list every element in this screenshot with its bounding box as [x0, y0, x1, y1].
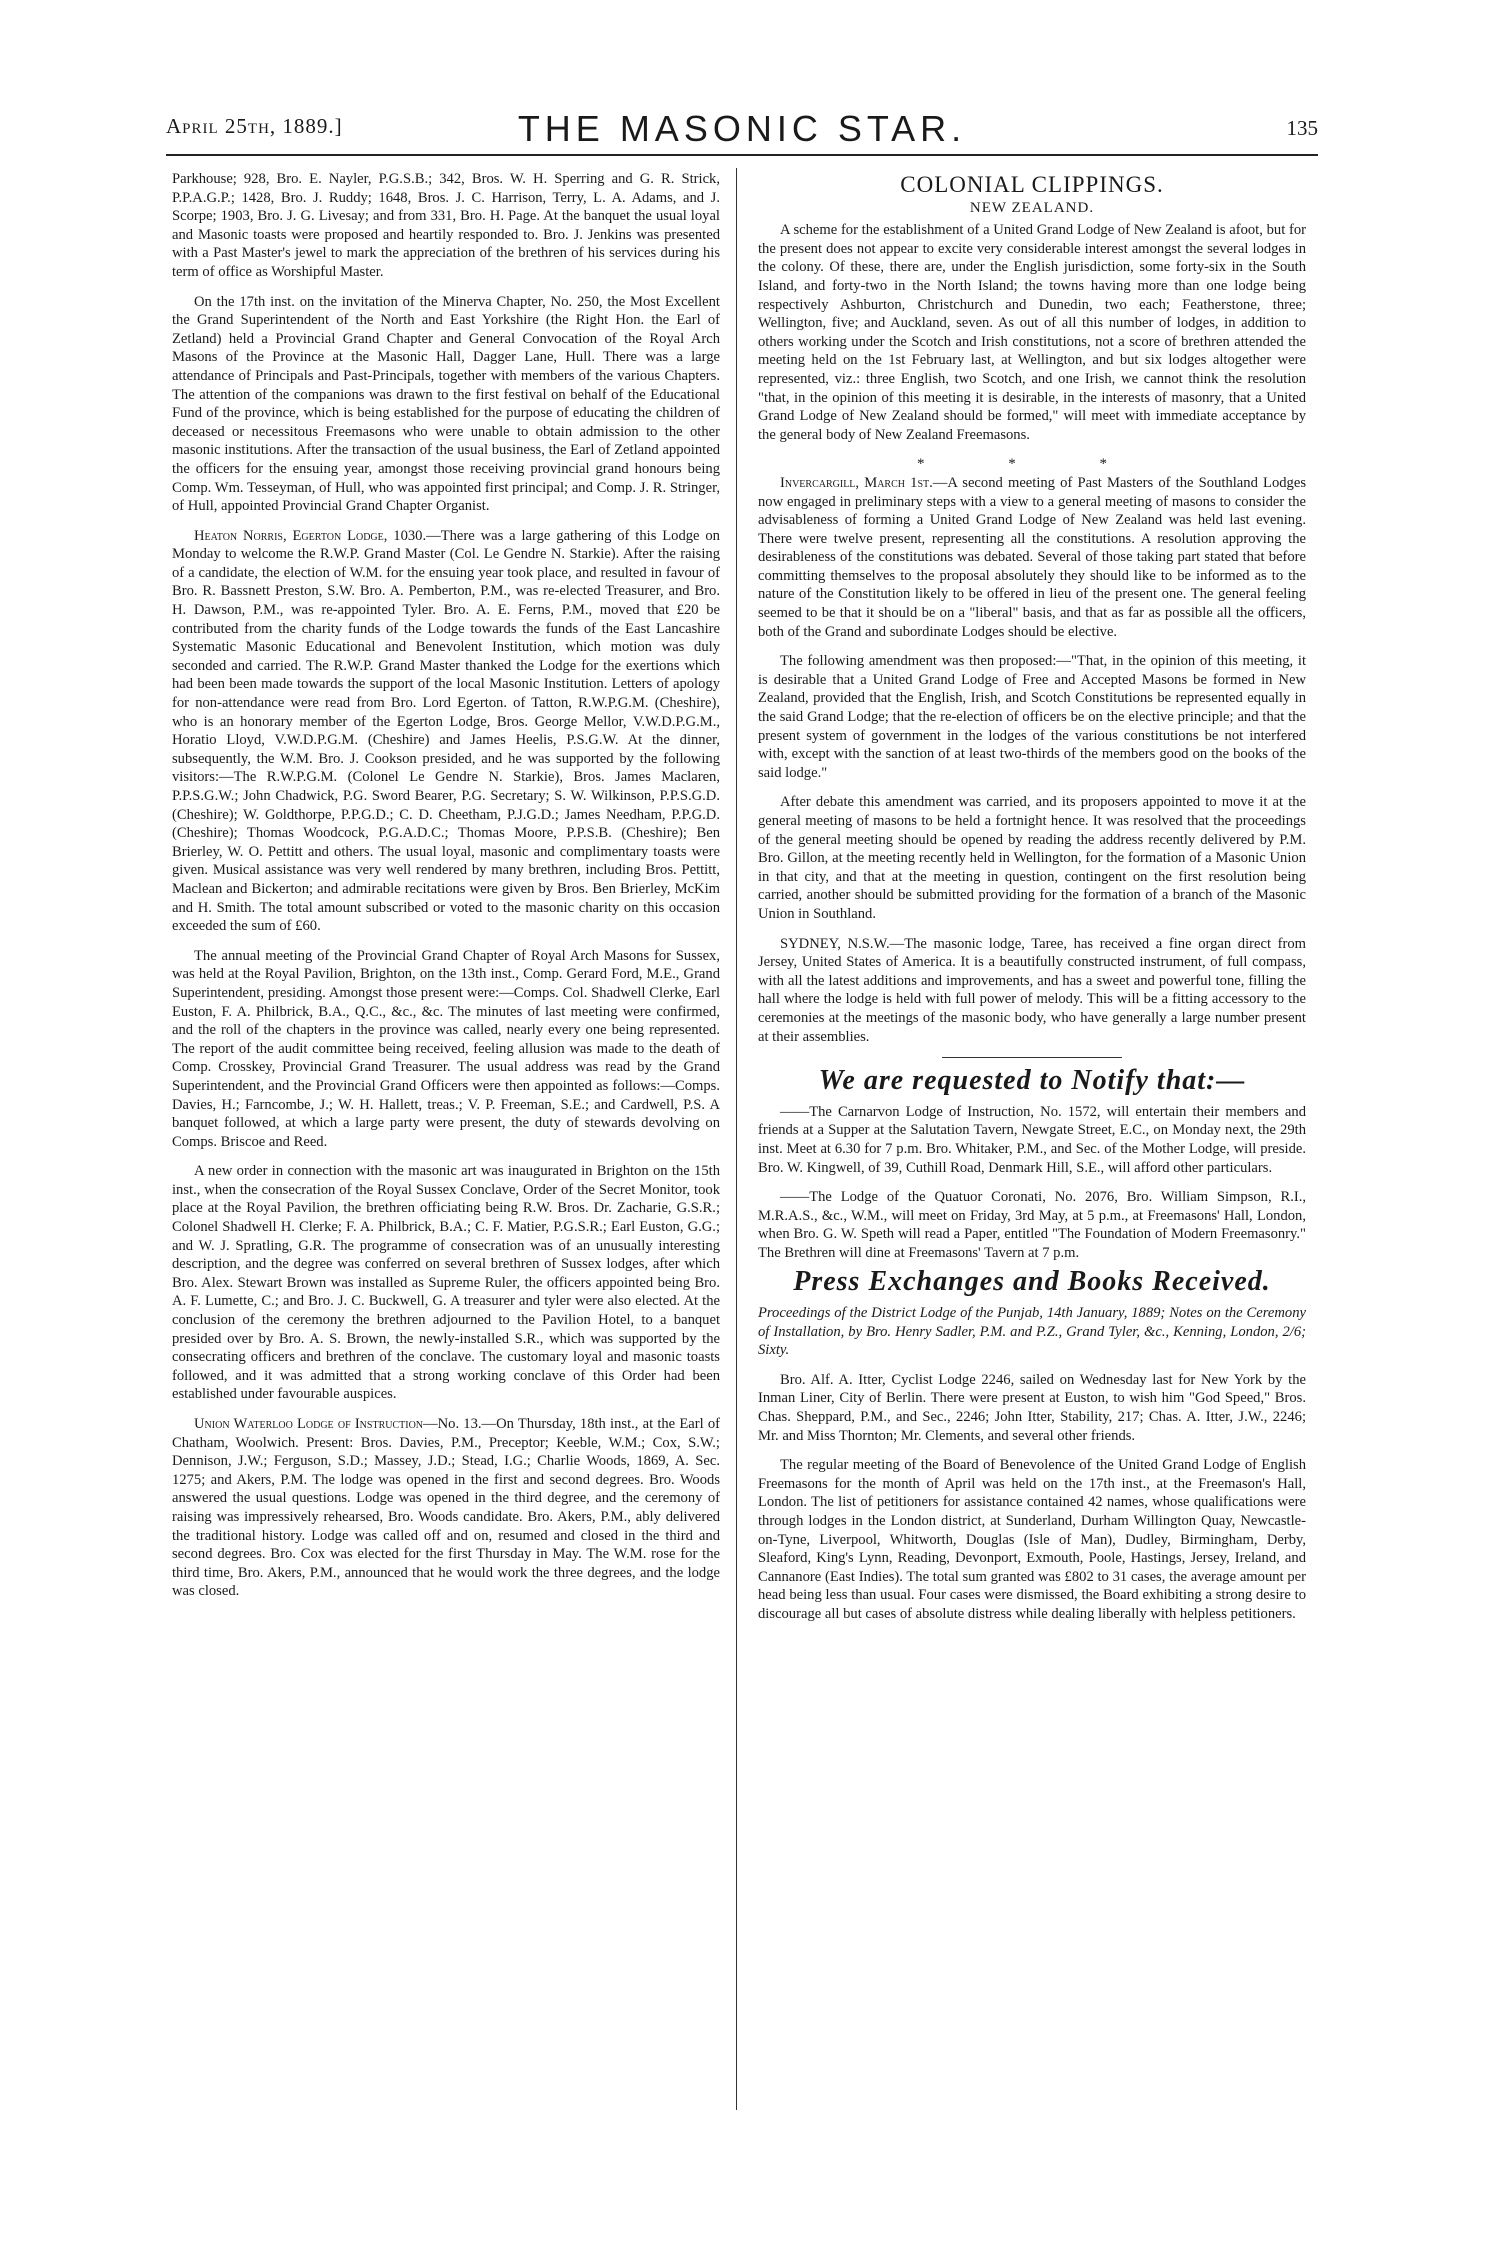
header-rule	[166, 154, 1318, 156]
section-title-notify: We are requested to Notify that:—	[818, 1065, 1246, 1097]
notice-paragraph: ——The Carnarvon Lodge of Instruction, No. 1572, will entertain their members and friends at a Supper at the Salutation Tavern, Newgate Street, E.C., on Monday next, the 29th inst. Meet at 6.30 for 7 p.m. Bro. Whitaker, P.M., and Sec. of the Mother Lodge, will preside. Bro. W. Kingwell, of 39, Cuthill Road, Denmark Hill, S.E., will afford other particulars.	[758, 1103, 1306, 1176]
article-paragraph: A new order in connection with the masonic art was inaugurated in Brighton on the 15th inst., when the consecration of the Royal Sussex Conclave, Order of the Secret Monitor, took place at the Royal Pavilion, the brethren officiating being R.W. Bros. Dr. Zacharie, G.S.R.; Colonel Shadwell H. Clerke; F. A. Philbrick, B.A.; C. F. Matier, P.G.S.R.; Earl Euston, G.G.; and W. J. Spratling, G.R. The programme of consecration was of an unusually interesting description, and the degree was conferred on several brethren of Sussex lodges, after which Bro. Alex. Stewart Brown was installed as Supreme Ruler, the officers appointed being Bro. A. F. Lumette, C.; and Bro. J. C. Buckwell, G. A treasurer and tyler were also elected. At the conclusion of the ceremony the brethren adjourned to the Pavilion Hotel, to a banquet presided over by Bro. A. S. Brown, the newly-installed S.R., which was supported by the consecrating officers and brethren of the conclave. The customary loyal and masonic toasts followed, and it was admitted that a strong working conclave of this Order had been established under favourable auspices.	[172, 1163, 720, 1403]
section-stars: * * *	[917, 456, 1147, 473]
press-listing: Proceedings of the District Lodge of the Punjab, 14th January, 1889; Notes on the Ceremony of Installation, by Bro. Henry Sadler, P.M. and P.Z., Grand Tyler, &c., Kenning, London, 2/6; Sixty.	[758, 1305, 1306, 1359]
article-paragraph: SYDNEY, N.S.W.—The masonic lodge, Taree, has received a fine organ direct from Jersey, United States of America. It is a beautifully constructed instrument, of full compass, with all the latest additions and improvements, and has a sweet and powerful tone, filling the hall where the lodge is held with full power of melody. This will be a fitting accessory to the ceremonies at the meetings of the masonic body, who have generally a large number present at their assemblies.	[758, 935, 1306, 1045]
notice-paragraph: ——The Lodge of the Quatuor Coronati, No. 2076, Bro. William Simpson, R.I., M.R.A.S., &c., W.M., will meet on Friday, 3rd May, at 5 p.m., at Freemasons' Hall, London, when Bro. G. W. Speth will read a Paper, entitled "The Foundation of Modern Freemasonry." The Brethren will dine at Freemasons' Tavern at 7 p.m.	[758, 1189, 1306, 1261]
page-header	[166, 108, 1318, 148]
left-column	[172, 170, 720, 2190]
article-paragraph	[172, 527, 720, 936]
paragraph-body: —A second meeting of Past Masters of the Southland Lodges now engaged in preliminary steps with a view to a general meeting of masons to consider the advisableness of forming a United Grand Lodge of New Zealand was held last evening. There were twelve present, representing all the constitutions. A resolution approving the desirableness of the constitutions was debated. Several of those taking part stated that before committing themselves to the proposal absolutely they should like to be informed as to the nature of the Constitution likely to be offered in lieu of the present one. The general feeling seemed to be that it should be on a "liberal" basis, and that as far as possible all the officers, both of the Grand and subordinate Lodges should be elective.	[758, 474, 1306, 640]
article-paragraph: A scheme for the establishment of a United Grand Lodge of New Zealand is afoot, but for the present does not appear to excite very considerable interest amongst the several lodges in the colony. Of these, there are, under the English jurisdiction, some forty-six in the South Island, and forty-two in the North Island; the towns having more than one lodge being respectively Ashburton, Christchurch and Dunedin, two each; Featherstone, three; Wellington, five; and Auckland, seven. As out of all this number of lodges, in addition to others working under the Scotch and Irish constitutions, not a score of brethren attended the meeting held on the 1st February last, at Wellington, and but six lodges altogether were represented, viz.: three English, two Scotch, and one Irish, we cannot think the resolution "that, in the opinion of this meeting it is desirable, in the interests of masonry, that a United Grand Lodge of New Zealand should be formed," will meet with immediate acceptance by the general body of New Zealand Freemasons.	[758, 222, 1306, 443]
masthead-title: THE MASONIC STAR.	[517, 108, 967, 149]
article-paragraph: The following amendment was then proposed:—"That, in the opinion of this meeting, it is desirable that a United Grand Lodge of Free and Accepted Masons be formed in New Zealand, provided that the English, Irish, and Scotch Constitutions be represented equally in the said Grand Lodge; that the re-election of officers be on the elective principle; and that the present system of government in the lodges of the various constitutions be not interfered with, except with the sanction of at least two-thirds of the members good on the books of the said lodge."	[758, 653, 1306, 781]
article-paragraph: The regular meeting of the Board of Benevolence of the United Grand Lodge of English Freemasons for the month of April was held on the 17th inst., at the Freemason's Hall, London. The list of petitioners for assistance contained 42 names, whose qualifications were through lodges in the London district, at Sunderland, Durham Willington Quay, Newcastle-on-Tyne, Liverpool, Whitworth, Douglas (Isle of Man), Dudley, Birmingham, Derby, Sleaford, King's Lynn, Reading, Devonport, Exmouth, Poole, Hastings, Jersey, Ireland, and Cannanore (East Indies). The total sum granted was £802 to 31 cases, the average amount per head being less than usual. Four cases were dismissed, the Board exhibiting a strong desire to discourage all but cases of absolute distress while dealing liberally with helpless petitioners.	[758, 1457, 1306, 1622]
article-paragraph: After debate this amendment was carried, and its proposers appointed to move it at the general meeting of masons to be held a fortnight hence. It was resolved that the proceedings of the general meeting should be opened by reading the address recently delivered by P.M. Bro. Gillon, at the meeting recently held in Wellington, for the formation of a Masonic Union in that city, and that at the meeting in question, contingent on the first resolution being carried, another should be submitted providing for the formation of a branch of the Masonic Union in Southland.	[758, 794, 1306, 922]
issue-date: April 25th, 1889.]	[166, 114, 343, 138]
article-paragraph: Bro. Alf. A. Itter, Cyclist Lodge 2246, sailed on Wednesday last for New York by the Inman Liner, City of Berlin. There were present at Euston, to wish him "God Speed," Bros. Chas. Sheppard, P.M., and Sec., 2246; John Itter, Stability, 217; Chas. A. Itter, J.W., 2246; Mr. and Miss Thornton; Mr. Clements, and several other friends.	[758, 1371, 1306, 1444]
page-number: 135	[1286, 116, 1318, 140]
section-rule	[942, 1057, 1122, 1058]
column-divider	[736, 168, 737, 2110]
article-paragraph: Parkhouse; 928, Bro. E. Nayler, P.G.S.B.; 342, Bros. W. H. Sperring and G. R. Strick, P.P.A.G.P.; 1428, Bro. J. Ruddy; 1648, Bros. J. C. Harrison, Terry, L. A. Adams, and J. Scorpe; 1903, Bro. J. G. Livesay; and from 331, Bro. H. Page. At the banquet the usual loyal and Masonic toasts were proposed and heartily responded to. Bro. J. Jenkins was presented with a Past Master's jewel to mark the appreciation of the brethren of his services during his term of office as Worshipful Master.	[172, 171, 720, 280]
article-paragraph: On the 17th inst. on the invitation of the Minerva Chapter, No. 250, the Most Excellent the Grand Superintendent of the North and East Yorkshire (the Right Hon. the Earl of Zetland) held a Provincial Grand Chapter and General Convocation of the Royal Arch Masons of the Province at the Masonic Hall, Dagger Lane, Hull. There was a large attendance of Principals and Past-Principals, together with members of the various Chapters. The attention of the companions was drawn to the first festival on behalf of the Educational Fund of the province, which is being established for the purpose of educating the children of deceased or necessitous Freemasons who were unable to obtain admission to the other masonic institutions. After the transaction of the usual business, the Earl of Zetland appointed the officers for the ensuing year, amongst those receiving provincial grand honours being Comp. Wm. Tesseyman, of Hull, who was appointed first principal; and Comp. J. R. Stringer, of Hull, appointed Provincial Grand Chapter Organist.	[172, 293, 720, 515]
paragraph-lead: Heaton Norris, Egerton Lodge, 1030.	[194, 527, 427, 544]
article-paragraph: The annual meeting of the Provincial Grand Chapter of Royal Arch Masons for Sussex, was held at the Royal Pavilion, Brighton, on the 13th inst., Comp. Gerard Ford, M.E., Grand Superintendent, presiding. Amongst those present were:—Comps. Col. Shadwell Clerke, Earl Euston, F. A. Philbrick, B.A., Q.C., &c., &c. The minutes of last meeting were confirmed, and the roll of the chapters in the province was called, nearly every one being represented. The report of the audit committee being received, feeling allusion was made to the death of Comp. Crosskey, Provincial Grand Treasurer. The usual address was read by the Grand Superintendent, and the Provincial Grand Officers were then appointed as follows:—Comps. Davies, H.; Farncombe, J.; W. H. Hallett, treas.; V. P. Freeman, S.E.; and Cardwell, P.S. A banquet followed, at which a large party were present, the duty of stewards devolving on Comps. Briscoe and Reed.	[172, 947, 720, 1150]
paragraph-lead: Invercargill, March 1st.	[780, 474, 933, 491]
subsection-title-new-zealand: NEW ZEALAND.	[969, 199, 1095, 216]
paragraph-body: —There was a large gathering of this Lodge on Monday to welcome the R.W.P. Grand Master (Col. Le Gendre N. Starkie). After the raising of a candidate, the election of W.M. for the ensuing year took place, and resulted in favour of Bro. R. Bassnett Preston, S.W. Bro. A. Pemberton, P.M., was re-elected Treasurer, and Bro. H. Dawson, P.M., was re-appointed Tyler. Bro. A. E. Ferns, P.M., moved that £20 be contributed from the charity funds of the Lodge towards the funds of the East Lancashire Systematic Masonic Educational and Benevolent Institution, which motion was duly seconded and carried. The R.W.P. Grand Master thanked the Lodge for the exertions which had been been made towards the support of the local Masonic Institution. Letters of apology for non-attendance were read from Bro. Lord Egerton. of Tatton, R.W.P.G.M. (Cheshire), who is an honorary member of the Egerton Lodge, Bros. George Mellor, V.W.D.P.G.M., Horatio Lloyd, V.W.D.P.G.M. (Cheshire) and James Heelis, P.S.G.W. At the dinner, subsequently, the W.M. Bro. J. Cookson presided, and he was supported by the following visitors:—The R.W.P.G.M. (Colonel Le Gendre N. Starkie), Bros. James Maclaren, P.P.S.G.W.; John Chadwick, P.G. Sword Bearer, P.G. Secretary; S. W. Wilkinson, P.P.S.G.D. (Cheshire); W. Goldthorpe, P.P.G.D.; C. D. Cheetham, P.J.G.D.; James Needham, P.P.G.D. (Cheshire); Thomas Woodcock, P.G.A.D.C.; Thomas Moore, P.P.S.B. (Cheshire); Ben Brierley, W. O. Pettitt and others. The usual loyal, masonic and complimentary toasts were given. Musical assistance was very well rendered by many brethren, including Bros. Pettitt, Maclean and Bickerton; and admirable recitations were given by Bros. Ben Brierley, McKim and H. Smith. The total amount subscribed or voted to the masonic charity on this occasion exceeded the sum of £60.	[172, 527, 720, 935]
section-title-colonial: COLONIAL CLIPPINGS.	[900, 172, 1164, 197]
article-paragraph	[172, 1415, 720, 1601]
article-paragraph	[758, 474, 1306, 641]
section-title-press: Press Exchanges and Books Received.	[793, 1266, 1271, 1298]
paragraph-body: —No. 13.—On Thursday, 18th inst., at the Earl of Chatham, Woolwich. Present: Bros. Davies, P.M., Preceptor; Keeble, W.M.; Cox, S.W.; Dennison, J.W.; Ferguson, S.D.; Massey, J.D.; Stead, I.G.; Charlie Woods, 1869, A. Sec. 1275; and Akers, P.M. The lodge was opened in the first and second degrees. Bro. Woods answered the usual questions. Lodge was opened in the third degree, and the ceremony of raising was impressively rehearsed, Bro. Woods candidate. Bro. Akers, P.M., ably delivered the traditional history. Lodge was called off and on, resumed and closed in the third and second degrees. Bro. Cox was elected for the first Thursday in May. The W.M. rose for the third time, Bro. Akers, P.M., announced that he would work the three degrees, and the lodge was closed.	[172, 1416, 720, 1600]
paragraph-lead: Union Waterloo Lodge of Instruction	[194, 1416, 424, 1432]
right-column	[758, 170, 1306, 2190]
